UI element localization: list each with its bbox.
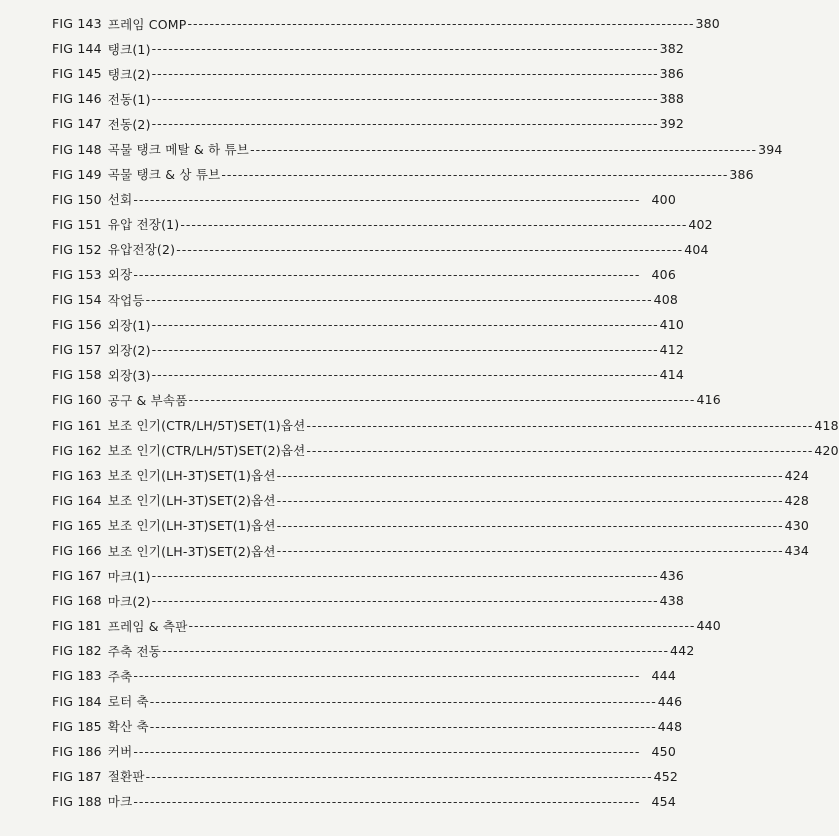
page-number: 412 <box>659 342 685 358</box>
figure-number: FIG 185 <box>52 718 102 734</box>
entry-title: 전동(1) <box>107 91 151 107</box>
figure-number: FIG 158 <box>52 367 102 383</box>
toc-entry <box>52 212 713 237</box>
page-number: 400 <box>651 191 676 207</box>
page-number: 380 <box>695 16 720 32</box>
page-number: 394 <box>758 141 783 157</box>
entry-title: 곡물 탱크 & 상 튜브 <box>107 167 221 183</box>
page-number: 406 <box>651 266 676 282</box>
dot-leader: -------------------------------------------------------------------------------------------- <box>188 392 696 408</box>
page-number: 388 <box>659 91 685 107</box>
toc-entry <box>52 136 783 161</box>
entry-title: 프레임 COMP <box>107 16 187 32</box>
toc-entry <box>52 764 679 789</box>
page-number: 382 <box>659 41 685 57</box>
toc-entry <box>52 36 685 61</box>
dot-leader: -------------------------------------------------------------------------------------------- <box>149 693 657 709</box>
figure-number: FIG 161 <box>52 417 102 433</box>
toc-entry <box>52 739 676 764</box>
entry-title: 보조 인기(LH-3T)SET(1)옵션 <box>107 468 276 484</box>
figure-number: FIG 167 <box>52 568 102 584</box>
figure-number: FIG 157 <box>52 342 102 358</box>
entry-title: 외장(3) <box>107 367 151 383</box>
page-number: 428 <box>784 492 810 508</box>
figure-number: FIG 184 <box>52 693 102 709</box>
page-number: 424 <box>784 467 810 483</box>
page-number: 440 <box>696 618 721 634</box>
toc-entry <box>52 387 721 412</box>
dot-leader: -------------------------------------------------------------------------------------------- <box>133 266 641 282</box>
dot-leader: -------------------------------------------------------------------------------------------- <box>187 16 695 32</box>
page-number: 450 <box>651 743 676 759</box>
figure-number: FIG 156 <box>52 317 102 333</box>
dot-leader: -------------------------------------------------------------------------------------------- <box>145 768 653 784</box>
dot-leader: -------------------------------------------------------------------------------------------- <box>133 743 641 759</box>
entry-title: 보조 인기(LH-3T)SET(1)옵션 <box>107 518 276 534</box>
figure-number: FIG 150 <box>52 191 102 207</box>
dot-leader: -------------------------------------------------------------------------------------------- <box>149 718 657 734</box>
page-number: 408 <box>653 292 679 308</box>
figure-number: FIG 164 <box>52 492 102 508</box>
dot-leader: -------------------------------------------------------------------------------------------- <box>221 166 729 182</box>
toc-entry <box>52 488 810 513</box>
entry-title: 마크 <box>107 794 133 810</box>
toc-entry <box>52 86 685 111</box>
entry-title: 로터 축 <box>107 694 149 710</box>
dot-leader: -------------------------------------------------------------------------------------------- <box>151 91 659 107</box>
dot-leader: -------------------------------------------------------------------------------------------- <box>151 593 659 609</box>
entry-title: 유압전장(2) <box>107 242 176 258</box>
dot-leader: -------------------------------------------------------------------------------------------- <box>151 342 659 358</box>
dot-leader: -------------------------------------------------------------------------------------------- <box>162 643 670 659</box>
entry-title: 마크(1) <box>107 568 151 584</box>
entry-title: 보조 인기(CTR/LH/5T)SET(1)옵션 <box>107 418 306 434</box>
entry-title: 외장(1) <box>107 317 151 333</box>
toc-entry <box>52 262 676 287</box>
page-number: 438 <box>659 593 685 609</box>
entry-title: 공구 & 부속품 <box>107 392 188 408</box>
figure-number: FIG 183 <box>52 668 102 684</box>
dot-leader: -------------------------------------------------------------------------------------------- <box>276 492 784 508</box>
entry-title: 절환판 <box>107 769 145 785</box>
dot-leader: -------------------------------------------------------------------------------------------- <box>151 367 659 383</box>
figure-number: FIG 187 <box>52 768 102 784</box>
entry-title: 주축 <box>107 668 133 684</box>
toc-entry <box>52 11 720 36</box>
dot-leader: -------------------------------------------------------------------------------------------- <box>306 442 814 458</box>
entry-title: 보조 인기(LH-3T)SET(2)옵션 <box>107 493 276 509</box>
entry-title: 곡물 탱크 메탈 & 하 튜브 <box>107 142 250 158</box>
toc-entry <box>52 538 810 563</box>
entry-title: 탱크(1) <box>107 41 151 57</box>
entry-title: 외장(2) <box>107 342 151 358</box>
page-number: 416 <box>696 392 721 408</box>
figure-number: FIG 166 <box>52 543 102 559</box>
entry-title: 전동(2) <box>107 116 151 132</box>
page-number: 402 <box>688 216 713 232</box>
page-number: 414 <box>659 367 685 383</box>
figure-number: FIG 151 <box>52 216 102 232</box>
page-number: 392 <box>659 116 685 132</box>
entry-title: 마크(2) <box>107 593 151 609</box>
figure-number: FIG 182 <box>52 643 102 659</box>
figure-number: FIG 160 <box>52 392 102 408</box>
figure-number: FIG 146 <box>52 91 102 107</box>
page-number: 434 <box>784 543 810 559</box>
entry-title: 선회 <box>107 192 133 208</box>
page-number: 420 <box>814 442 839 458</box>
toc-entry <box>52 789 676 814</box>
dot-leader: -------------------------------------------------------------------------------------------- <box>276 543 784 559</box>
page-number: 444 <box>651 668 676 684</box>
dot-leader: -------------------------------------------------------------------------------------------- <box>133 668 641 684</box>
dot-leader: -------------------------------------------------------------------------------------------- <box>151 568 659 584</box>
toc-entry <box>52 162 754 187</box>
entry-title: 탱크(2) <box>107 66 151 82</box>
entry-title: 확산 축 <box>107 719 149 735</box>
entry-title: 보조 인기(LH-3T)SET(2)옵션 <box>107 543 276 559</box>
toc-entry <box>52 563 685 588</box>
dot-leader: -------------------------------------------------------------------------------------------- <box>250 141 758 157</box>
figure-number: FIG 148 <box>52 141 102 157</box>
figure-number: FIG 143 <box>52 16 102 32</box>
figure-number: FIG 149 <box>52 166 102 182</box>
page-number: 452 <box>653 768 679 784</box>
entry-title: 주축 전동 <box>107 643 162 659</box>
dot-leader: -------------------------------------------------------------------------------------------- <box>133 793 641 809</box>
toc-entry <box>52 689 683 714</box>
toc-entry <box>52 463 810 488</box>
figure-number: FIG 162 <box>52 442 102 458</box>
figure-number: FIG 145 <box>52 66 102 82</box>
page-number: 404 <box>684 241 709 257</box>
toc-entry <box>52 513 810 538</box>
page-number: 448 <box>657 718 683 734</box>
entry-title: 유압 전장(1) <box>107 217 180 233</box>
dot-leader: -------------------------------------------------------------------------------------------- <box>188 618 696 634</box>
toc-entry <box>52 287 679 312</box>
toc-entry <box>52 413 839 438</box>
figure-number: FIG 152 <box>52 241 102 257</box>
figure-number: FIG 186 <box>52 743 102 759</box>
dot-leader: -------------------------------------------------------------------------------------------- <box>176 241 684 257</box>
page-number: 446 <box>657 693 683 709</box>
figure-number: FIG 154 <box>52 292 102 308</box>
page-number: 436 <box>659 568 685 584</box>
dot-leader: -------------------------------------------------------------------------------------------- <box>151 41 659 57</box>
toc-entry <box>52 237 709 262</box>
toc-entry <box>52 61 685 86</box>
toc-entry <box>52 638 695 663</box>
toc-entry <box>52 187 676 212</box>
page-number: 442 <box>670 643 695 659</box>
entry-title: 보조 인기(CTR/LH/5T)SET(2)옵션 <box>107 443 306 459</box>
dot-leader: -------------------------------------------------------------------------------------------- <box>276 467 784 483</box>
toc-entry <box>52 663 676 688</box>
dot-leader: -------------------------------------------------------------------------------------------- <box>145 292 653 308</box>
table-of-contents <box>52 11 839 814</box>
toc-entry <box>52 337 685 362</box>
figure-number: FIG 147 <box>52 116 102 132</box>
dot-leader: -------------------------------------------------------------------------------------------- <box>151 317 659 333</box>
figure-number: FIG 188 <box>52 793 102 809</box>
toc-entry <box>52 438 839 463</box>
figure-number: FIG 168 <box>52 593 102 609</box>
entry-title: 커버 <box>107 744 133 760</box>
entry-title: 프레임 & 측판 <box>107 618 188 634</box>
toc-entry <box>52 613 721 638</box>
dot-leader: -------------------------------------------------------------------------------------------- <box>133 191 641 207</box>
page-number: 386 <box>659 66 685 82</box>
entry-title: 외장 <box>107 267 133 283</box>
dot-leader: -------------------------------------------------------------------------------------------- <box>151 116 659 132</box>
page-number: 454 <box>651 793 676 809</box>
toc-entry <box>52 714 683 739</box>
page-number: 410 <box>659 317 685 333</box>
dot-leader: -------------------------------------------------------------------------------------------- <box>151 66 659 82</box>
figure-number: FIG 163 <box>52 467 102 483</box>
figure-number: FIG 181 <box>52 618 102 634</box>
page-number: 430 <box>784 517 810 533</box>
dot-leader: -------------------------------------------------------------------------------------------- <box>180 216 688 232</box>
toc-entry <box>52 111 685 136</box>
page-number: 386 <box>729 166 754 182</box>
figure-number: FIG 153 <box>52 266 102 282</box>
dot-leader: -------------------------------------------------------------------------------------------- <box>276 517 784 533</box>
entry-title: 작업등 <box>107 292 145 308</box>
dot-leader: -------------------------------------------------------------------------------------------- <box>306 417 814 433</box>
toc-entry <box>52 588 685 613</box>
figure-number: FIG 165 <box>52 517 102 533</box>
figure-number: FIG 144 <box>52 41 102 57</box>
page-number: 418 <box>814 417 839 433</box>
toc-entry <box>52 312 685 337</box>
toc-entry <box>52 362 685 387</box>
